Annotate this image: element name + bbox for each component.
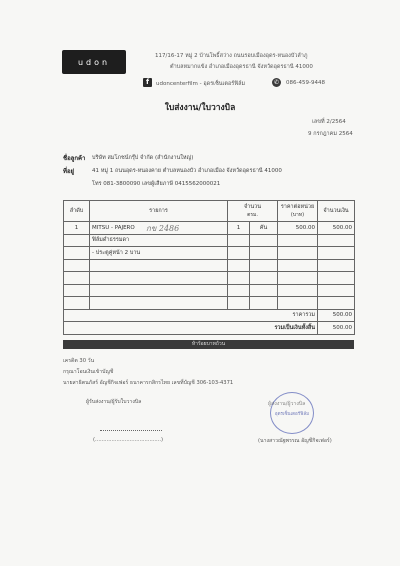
company-phone: 086-459-9448: [286, 80, 325, 86]
document-date: 9 กรกฎาคม 2564: [308, 131, 353, 137]
issuer-sign-label: ผู้ส่งงาน/ผู้วางบิล: [268, 401, 306, 407]
subtotal-row: [64, 309, 355, 322]
customer-address-label: ที่อยู่: [63, 168, 75, 175]
grand-total-value: 500.00: [318, 322, 355, 335]
company-address-1: 117/16-17 หมู่ 2 บ้านโพธิ์สว่าง ถนนรอบเมืองอุดร-หนองบัวลำภู: [155, 53, 308, 59]
customer-contact: โทร 081-3800090 เลขผู้เสียภาษี 0415562000021: [92, 181, 221, 187]
logo-text: udon: [77, 57, 111, 67]
row-desc: - ประตูคู่หน้า 2 บาน: [90, 247, 228, 260]
header-price-label: ราคาต่อหน่วย: [280, 204, 315, 210]
header-no: ลำดับ: [64, 201, 90, 222]
header-qty-sub: ตรม.: [247, 212, 258, 218]
header-price: [278, 201, 318, 222]
receiver-name: (........................................): [93, 437, 164, 443]
header-desc: รายการ: [90, 201, 228, 222]
table-row: [64, 247, 355, 260]
subtotal-value: 500.00: [318, 309, 355, 322]
receiver-sign-label: ผู้รับส่งงาน/ผู้รับใบวางบิล: [86, 399, 142, 405]
company-facebook: udoncenterfilm - อุดรเซ็นเตอร์ฟิล์ม: [156, 81, 246, 87]
table-row: [64, 284, 355, 297]
grand-total-row: [64, 322, 355, 335]
phone-icon: ✆: [273, 79, 280, 86]
amount-in-words-bar: ห้าร้อยบาทถ้วน: [63, 340, 354, 349]
row-no: 1: [64, 222, 90, 235]
items-table: [63, 200, 355, 335]
company-address-2: ตำบลหมากแข้ง อำเภอเมืองอุดรธานี จังหวัดอุดรธานี 41000: [170, 64, 313, 70]
header-price-sub: (บาท): [290, 212, 305, 218]
row-desc: ฟิล์มดำธรรมดา: [90, 234, 228, 247]
company-logo: [62, 50, 126, 74]
transfer-note: กรุณาโอนเงินเข้าบัญชี: [63, 369, 114, 375]
stamp-text: อุดรเซ็นเตอร์ฟิล์ม: [274, 411, 310, 417]
row-qty: 1: [228, 222, 250, 235]
facebook-icon: f: [143, 78, 152, 87]
table-row: [64, 222, 355, 235]
row-unit: คัน: [250, 222, 278, 235]
bank-account: นายสาธิตนภัสร์ อัญชีกิจเฟอร์ ธนาคารกสิกรไทย เลขที่บัญชี 306-103-4371: [63, 380, 234, 386]
issuer-name: (นางสาวณัฐพรรณ อัญชีกิจเฟอร์): [258, 438, 332, 444]
header-qty: [228, 201, 278, 222]
row-no: [64, 234, 90, 247]
table-header-row: [64, 201, 355, 222]
handwritten-plate: กข 2486: [146, 224, 180, 233]
row-desc: MITSU - PAJERO: [90, 222, 228, 235]
customer-name-label: ชื่อลูกค้า: [63, 155, 86, 162]
row-price: 500.00: [278, 222, 318, 235]
row-amount: 500.00: [318, 222, 355, 235]
table-row: [64, 259, 355, 272]
table-row: [64, 297, 355, 310]
header-amount: จำนวนเงิน: [318, 201, 355, 222]
company-stamp: [270, 392, 314, 434]
receiver-sign-line: [100, 430, 162, 431]
table-row: [64, 234, 355, 247]
customer-name: บริษัท สมโภชน์กรุ๊ป จำกัด (สำนักงานใหญ่): [92, 155, 194, 161]
customer-address: 41 หมู่ 1 ถนนอุดร-หนองคาย ตำบลหนองบัว อำเภอเมือง จังหวัดอุดรธานี 41000: [92, 168, 282, 174]
table-row: [64, 272, 355, 285]
grand-total-label: รวมเป็นเงินทั้งสิ้น: [64, 322, 318, 335]
subtotal-label: ราคารวม: [64, 309, 318, 322]
credit-terms: เครดิต 30 วัน: [63, 358, 95, 364]
document-number: เลขที่ 2/2564: [312, 119, 346, 125]
header-qty-label: จำนวน: [244, 204, 261, 210]
row-no: [64, 247, 90, 260]
document-title: ใบส่งงาน/ใบวางบิล: [164, 103, 236, 113]
